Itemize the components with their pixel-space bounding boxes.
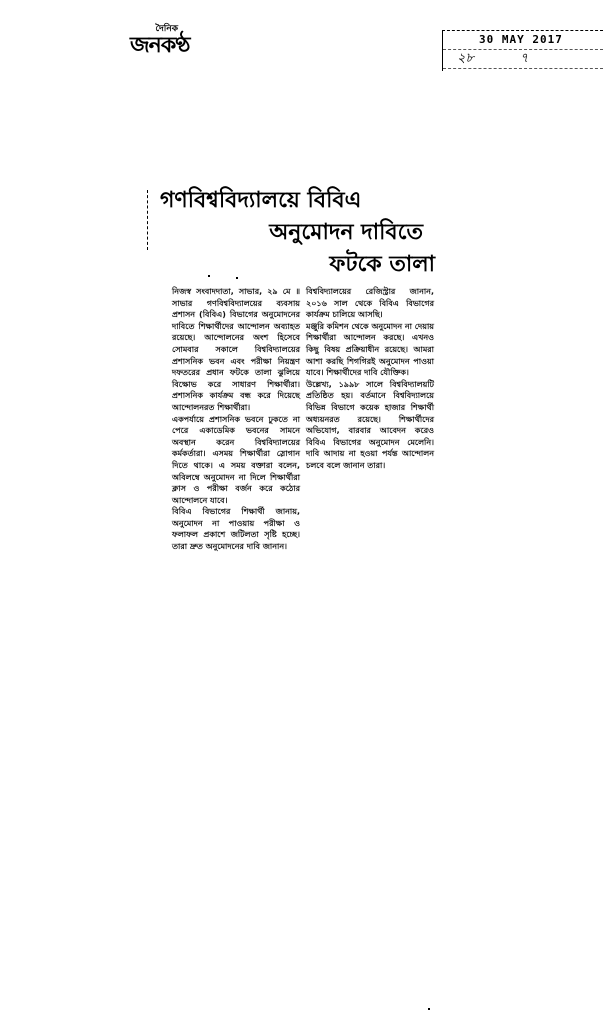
scan-speck — [208, 275, 210, 277]
scan-speck — [236, 277, 238, 279]
paragraph: বিবিএ বিভাগের শিক্ষার্থী জানায়, অনুমোদন না পাওয়ায় পরীক্ষা ও ফলাফল প্রকাশে জটিলতা সৃষ্টি হচ্ছে। তারা দ্রুত অনুমোদনের দাবি জানান। — [172, 507, 300, 552]
paragraph: মঞ্জুরি কমিশন থেকে অনুমোদন না দেয়ায় শিক্ষার্থীরা আন্দোলন করছে। এখনও কিছু বিষয় প্রক্রিয়াধীন রয়েছে। আমরা আশা করছি শিগগিরই অনুমোদন পাওয়া যাবে। শিক্ষার্থীদের দাবি যৌক্তিক। — [306, 321, 434, 378]
stamp-date: 30 MAY 2017 — [479, 33, 563, 46]
paragraph: বিশ্ববিদ্যালয়ের রেজিস্ট্রার জানান, ২০১৬ সাল থেকে বিবিএ বিভাগের কার্যক্রম চালিয়ে আসছি। — [306, 287, 434, 320]
article-column-left — [172, 286, 300, 553]
headline-line-3: ফটকে তালা — [329, 252, 435, 277]
newspaper-masthead — [130, 24, 189, 58]
clipping-date-stamp — [442, 30, 603, 71]
stamp-page: ২৮ — [457, 51, 474, 66]
clipping-margin-mark — [147, 190, 150, 250]
masthead-daily-label: দৈনিক — [155, 24, 179, 34]
masthead-newspaper-name: জনকণ্ঠ — [130, 33, 190, 58]
paragraph: একপর্যায়ে প্রশাসনিক ভবনে ঢুকতে না পেরে একাডেমিক ভবনের সামনে অবস্থান করেন বিশ্ববিদ্যালয়ের কর্মকর্তারা। এসময় শিক্ষার্থীরা স্লোগান দিতে থাকে। এ সময় বক্তারা বলেন, অবিলম্বে অনুমোদন না দিলে শিক্ষার্থীরা ক্লাস ও পরীক্ষা বর্জন করে কঠোর আন্দোলনে যাবে। — [172, 414, 300, 505]
article-headline — [160, 185, 435, 281]
scan-speck — [428, 1008, 430, 1010]
stamp-column: ৭ — [519, 51, 529, 66]
article-dateline: নিজস্ব সংবাদদাতা, সাভার, ২৯ মে ॥ — [172, 287, 300, 296]
paragraph: সাভার গণবিশ্ববিদ্যালয়ের ব্যবসায় প্রশাসন (বিবিএ) বিভাগের অনুমোদনের দাবিতে শিক্ষার্থীদের আন্দোলন অব্যাহত রয়েছে। আন্দোলনের অংশ হিসেবে সোমবার সকালে বিশ্ববিদ্যালয়ের প্রশাসনিক ভবন এবং পরীক্ষা নিয়ন্ত্রণ দফতরের প্রধান ফটকে তালা ঝুলিয়ে বিক্ষোভ করে সাধারণ শিক্ষার্থীরা। প্রশাসনিক কার্যক্রম বন্ধ করে দিয়েছে আন্দোলনরত শিক্ষার্থীরা। — [172, 298, 300, 412]
headline-line-1: গণবিশ্ববিদ্যালয়ে বিবিএ — [160, 188, 362, 213]
headline-line-2: অনুমোদন দাবিতে — [269, 220, 423, 245]
paragraph: উল্লেখ্য, ১৯৯৮ সালে বিশ্ববিদ্যালয়টি প্রতিষ্ঠিত হয়। বর্তমানে বিশ্ববিদ্যালয়ে বিভিন্ন বিভাগে কয়েক হাজার শিক্ষার্থী অধ্যয়নরত রয়েছে। শিক্ষার্থীদের অভিযোগ, বারবার আবেদন করেও বিবিএ বিভাগের অনুমোদন মেলেনি। দাবি আদায় না হওয়া পর্যন্ত আন্দোলন চলবে বলে জানান তারা। — [306, 379, 434, 470]
article-column-right — [306, 286, 434, 472]
